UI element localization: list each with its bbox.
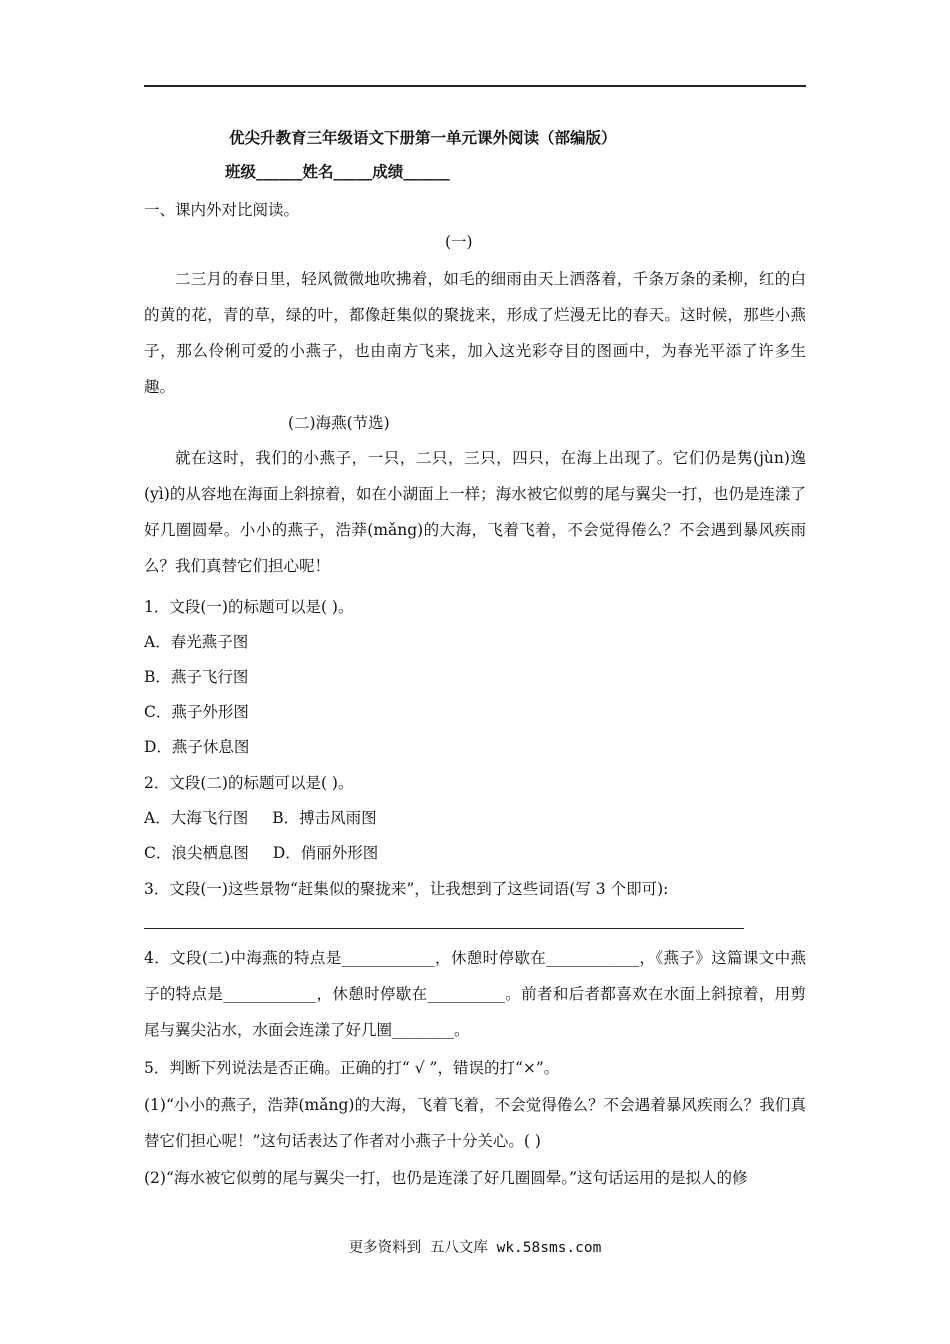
question-2: 2．文段(二)的标题可以是( )。 [144,774,354,792]
q2-option-b: B．搏击风雨图 [272,809,377,827]
q2-options-row1 [144,808,377,828]
q5-statement-2: (2)“海水被它似剪的尾与翼尖一打，也仍是连漾了好几圈圆晕。”这句话运用的是拟人的修 [144,1169,748,1187]
q1-option-b: B．燕子飞行图 [144,668,249,686]
q2-option-a: A．大海飞行图 [144,809,249,827]
question-4: 4．文段(二)中海燕的特点是____________，休憩时停歇在____________，《燕子》这篇课文中燕子的特点是____________，休憩时停歇在__________。前者和后者都喜欢在水面上斜掠着，用剪尾与翼尖沾水，水面会连漾了好几圈________。 [144,949,806,1039]
question-1: 1．文段(一)的标题可以是( )。 [144,598,354,616]
q2-option-c: C．浪尖栖息图 [144,844,249,862]
footer-text: 更多资料到 五八文库 wk.58sms.com [348,1240,602,1256]
question-3: 3．文段(一)这些景物“赶集似的聚拢来”，让我想到了这些词语(写 3 个即可): [144,880,669,898]
q2-option-d: D．俏丽外形图 [272,844,379,862]
passage1-label: (一) [445,233,473,251]
question-5: 5．判断下列说法是否正确。正确的打“ √ ”，错误的打“×”。 [144,1059,560,1077]
q5-statement-1: (1)“小小的燕子，浩莽(mǎng)的大海，飞着飞着，不会觉得倦么？不会遇着暴风疾雨么？我们真替它们担心呢！”这句话表达了作者对小燕子十分关心。( ) [144,1096,806,1150]
q1-option-a: A．春光燕子图 [144,633,249,651]
student-info-line: 班级______姓名_____成绩______ [225,163,450,181]
top-rule [144,85,806,87]
q3-answer-line[interactable] [144,928,744,929]
passage2-text: 就在这时，我们的小燕子，一只，二只，三只，四只，在海上出现了。它们仍是隽(jùn)逸(yì)的从容地在海面上斜掠着，如在小湖面上一样；海水被它似剪的尾与翼尖一打，也仍是连漾了好几圈圆晕。小小的燕子，浩莽(mǎng)的大海，飞着飞着，不会觉得倦么？不会遇到暴风疾雨么？我们真替它们担心呢！ [144,449,806,575]
q1-option-c: C．燕子外形图 [144,703,249,721]
q2-options-row2 [144,843,378,863]
document-title: 优尖升教育三年级语文下册第一单元课外阅读（部编版） [229,129,617,147]
section-heading: 一、课内外对比阅读。 [144,201,300,219]
passage2-label: (二)海燕(节选) [288,414,390,432]
q1-option-d: D．燕子休息图 [144,738,250,756]
passage1-text: 二三月的春日里，轻风微微地吹拂着，如毛的细雨由天上洒落着，千条万条的柔柳，红的白的黄的花，青的草，绿的叶，都像赶集似的聚拢来，形成了烂漫无比的春天。这时候，那些小燕子，那么伶俐可爱的小燕子，也由南方飞来，加入这光彩夺目的图画中，为春光平添了许多生趣。 [144,270,806,396]
